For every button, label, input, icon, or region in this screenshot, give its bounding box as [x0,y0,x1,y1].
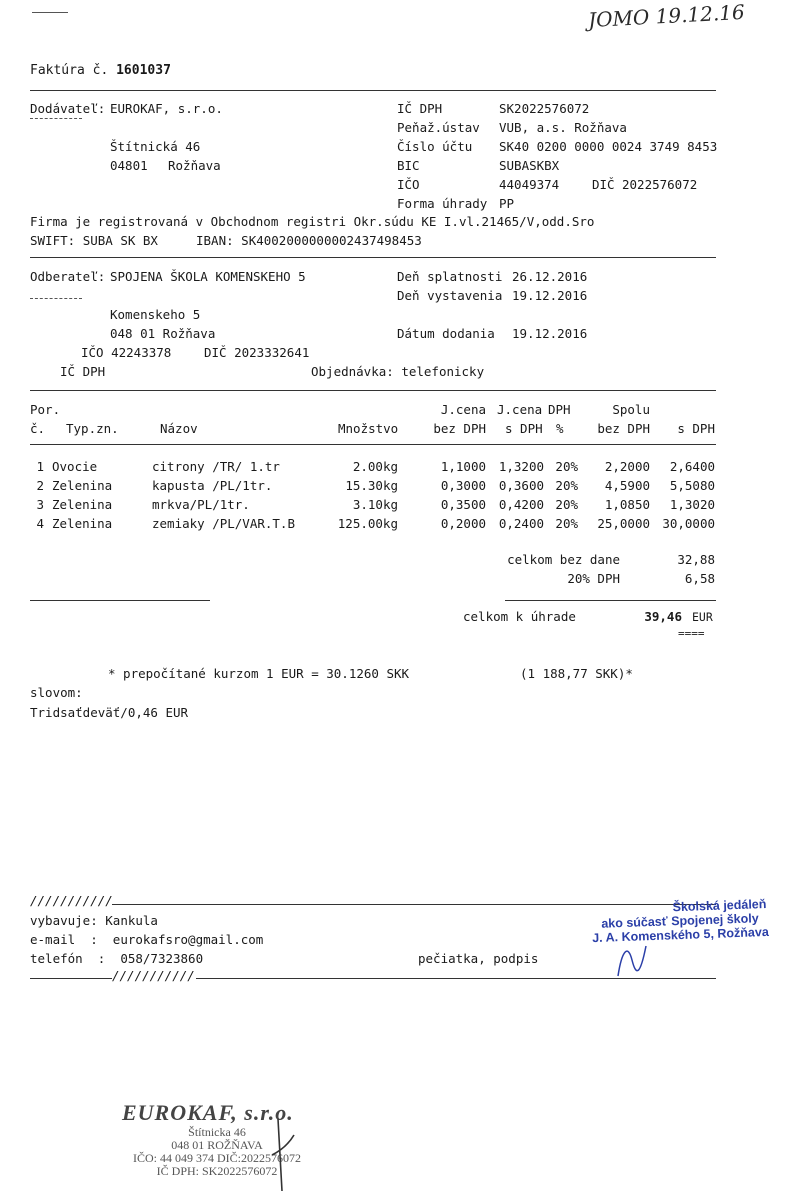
customer-dic-label: DIČ [204,345,227,360]
order-value: telefonicky [401,364,485,379]
row-unit: 1,1000 [440,459,486,474]
supplier-bic-label: BIC [397,158,420,173]
row-total: 2,2000 [604,459,650,474]
th-totalvat-2: s DPH [677,421,715,436]
customer-street: Komenskeho 5 [110,307,201,322]
row-qty: 3.10kg [352,497,398,512]
row-total-vat: 2,6400 [669,459,715,474]
customer-stamp-line3: J. A. Komenského 5, Rožňava [591,924,770,946]
row-name: zemiaky /PL/VAR.T.B [152,516,295,531]
supplier-name: EUROKAF, s.r.o. [110,101,223,116]
th-type: Typ.zn. [66,421,119,436]
contact-phone: 058/7323860 [120,951,204,966]
row-qty: 125.00kg [337,516,398,531]
contact-phone-line: telefón : 058/7323860 [30,951,204,966]
supplier-stamp-line4: IČ DPH: SK2022576072 [156,1164,278,1178]
swift-label: SWIFT: [30,233,76,248]
iban-label: IBAN: [196,233,234,248]
row-name: kapusta /PL/1tr. [152,478,273,493]
th-name: Názov [160,421,198,436]
customer-zip-city: 048 01 Rožňava [110,326,216,341]
th-por-2: č. [30,421,46,436]
order-label: Objednávka: [311,364,394,379]
customer-stamp [559,896,800,946]
issue-date: 19.12.2016 [512,288,588,303]
customer-dic-line [204,345,309,360]
supplier-bic: SUBASKBX [499,158,560,173]
divider-3 [30,390,716,391]
row-type: Ovocie [52,459,98,474]
row-no: 2 [36,478,44,493]
row-type: Zelenina [52,516,113,531]
row-unit: 0,3500 [440,497,486,512]
contact-by: Kankula [105,913,158,928]
row-unit-vat: 0,2400 [498,516,544,531]
customer-icdph-label: IČ DPH [60,364,106,379]
supplier-dic-label: DIČ [592,177,615,192]
th-por-1: Por. [30,402,61,417]
supplier-account: SK40 0200 0000 0024 3749 8453 [499,139,718,154]
th-unit-1: J.cena [440,402,486,417]
th-unitvat-2: s DPH [505,421,543,436]
vat-total-label: 20% DPH [567,571,620,586]
row-name: mrkva/PL/1tr. [152,497,250,512]
customer-ico: 42243378 [111,345,172,360]
row-vat: 20% [555,459,578,474]
grand-total-underline: ==== [678,627,705,640]
row-unit-vat: 0,4200 [498,497,544,512]
divider-2 [30,257,716,258]
grand-total-currency: EUR [692,610,713,624]
th-unitvat-1: J.cena [497,402,543,417]
supplier-icdph: SK2022576072 [499,101,590,116]
th-vat-2: % [556,421,564,436]
row-total-vat: 5,5080 [669,478,715,493]
conversion-skk: (1 188,77 SKK)* [520,666,633,681]
contact-by-line [30,913,158,928]
row-no: 4 [36,516,44,531]
customer-name: SPOJENA ŠKOLA KOMENSKEHO 5 [110,269,306,284]
divider-5 [30,600,210,601]
divider-5b [505,600,716,601]
contact-email-line: e-mail : eurokafsro@gmail.com [30,932,264,947]
supplier-stamp-line3: IČO: 44 049 374 DIČ:2022576072 [133,1151,301,1165]
swift-value: SUBA SK BX [82,233,158,248]
row-total-vat: 30,0000 [662,516,715,531]
row-unit: 0,3000 [440,478,486,493]
row-unit: 0,2000 [440,516,486,531]
row-name: citrony /TR/ 1.tr [152,459,280,474]
supplier-stamp-line1: Štítnicka 46 [188,1125,246,1139]
row-unit-vat: 0,3600 [498,478,544,493]
order-line [311,364,484,379]
vat-total: 6,58 [684,571,715,586]
customer-label-underline [30,298,82,299]
iban-value: SK4002000000002437498453 [241,233,422,248]
supplier-dic: 2022576072 [622,177,698,192]
supplier-bank-label: Peňaž.ústav [397,120,480,135]
delivery-date-label: Dátum dodania [397,326,495,341]
supplier-stamp-line2: 048 01 ROŽŇAVA [171,1138,263,1152]
th-qty: Množstvo [338,421,399,436]
delivery-date: 19.12.2016 [512,326,588,341]
invoice-title [30,63,171,78]
due-date: 26.12.2016 [512,269,588,284]
row-qty: 15.30kg [345,478,398,493]
supplier-account-label: Číslo účtu [397,139,473,154]
contact-phone-label: telefón [30,951,83,966]
divider-1 [30,90,716,91]
row-total: 25,0000 [597,516,650,531]
row-total: 1,0850 [604,497,650,512]
supplier-payment: PP [499,196,515,211]
due-date-label: Deň splatnosti [397,269,503,284]
supplier-payment-label: Forma úhrady [397,196,488,211]
customer-stamp-line2: ako súčasť Spojenej školy [601,911,759,931]
supplier-stamp-title: EUROKAF, s.r.o. [122,1100,294,1125]
words-label: slovom: [30,685,83,700]
grand-total: 39,46 [644,609,682,624]
supplier-city: Rožňava [168,158,221,173]
contact-email-label: e-mail [30,932,76,947]
conversion-text: * prepočítané kurzom 1 EUR = 30.1260 SKK [108,666,410,681]
th-total-2: bez DPH [597,421,650,436]
supplier-label-underline [30,118,82,119]
th-total-1: Spolu [612,402,650,417]
invoice-number: 1601037 [116,63,171,78]
row-no: 3 [36,497,44,512]
row-total: 4,5900 [604,478,650,493]
customer-ico-label: IČO [81,345,104,360]
contact-by-label: vybavuje: [30,913,98,928]
row-vat: 20% [555,497,578,512]
contact-slashes-bottom: /////////// [112,968,195,983]
customer-stamp-line1: Školská jedáleň [672,896,767,915]
customer-dic: 2023332641 [234,345,310,360]
supplier-icdph-label: IČ DPH [397,101,443,116]
customer-signature [612,940,652,980]
row-type: Zelenina [52,478,113,493]
row-no: 1 [36,459,44,474]
register-note: Firma je registrovaná v Obchodnom registri Okr.súdu KE I.vl.21465/V,odd.Sro [30,214,595,229]
row-vat: 20% [555,478,578,493]
contact-slashes-top: /////////// [30,893,113,908]
th-unit-2: bez DPH [433,421,486,436]
issue-date-label: Deň vystavenia [397,288,503,303]
row-unit-vat: 1,3200 [498,459,544,474]
handwritten-annotation: JOMO 19.12.16 [587,0,746,33]
net-total: 32,88 [677,552,715,567]
words-value: Tridsaťdeväť/0,46 EUR [30,705,189,720]
contact-email: eurokafsro@gmail.com [112,932,264,947]
row-type: Zelenina [52,497,113,512]
divider-4 [30,444,716,445]
supplier-zip: 04801 [110,158,148,173]
stamp-sign-label: pečiatka, podpis [418,951,539,966]
customer-ico-line [81,345,171,360]
th-vat-1: DPH [548,402,571,417]
contact-bottom-line-left [30,978,112,979]
net-total-label: celkom bez dane [507,552,620,567]
row-vat: 20% [555,516,578,531]
grand-total-label: celkom k úhrade [463,609,576,624]
supplier-street: Štítnická 46 [110,139,201,154]
scan-mark-top-left [32,12,68,13]
iban-line [196,233,422,248]
supplier-signature [268,1115,298,1195]
customer-label: Odberateľ: [30,269,106,284]
supplier-label: Dodávateľ: [30,101,106,116]
supplier-ico: 44049374 [499,177,560,192]
invoice-title-label: Faktúra č. [30,63,109,78]
supplier-ico-label: IČO [397,177,420,192]
row-total-vat: 1,3020 [669,497,715,512]
swift-line [30,233,158,248]
row-qty: 2.00kg [352,459,398,474]
supplier-bank: VUB, a.s. Rožňava [499,120,627,135]
